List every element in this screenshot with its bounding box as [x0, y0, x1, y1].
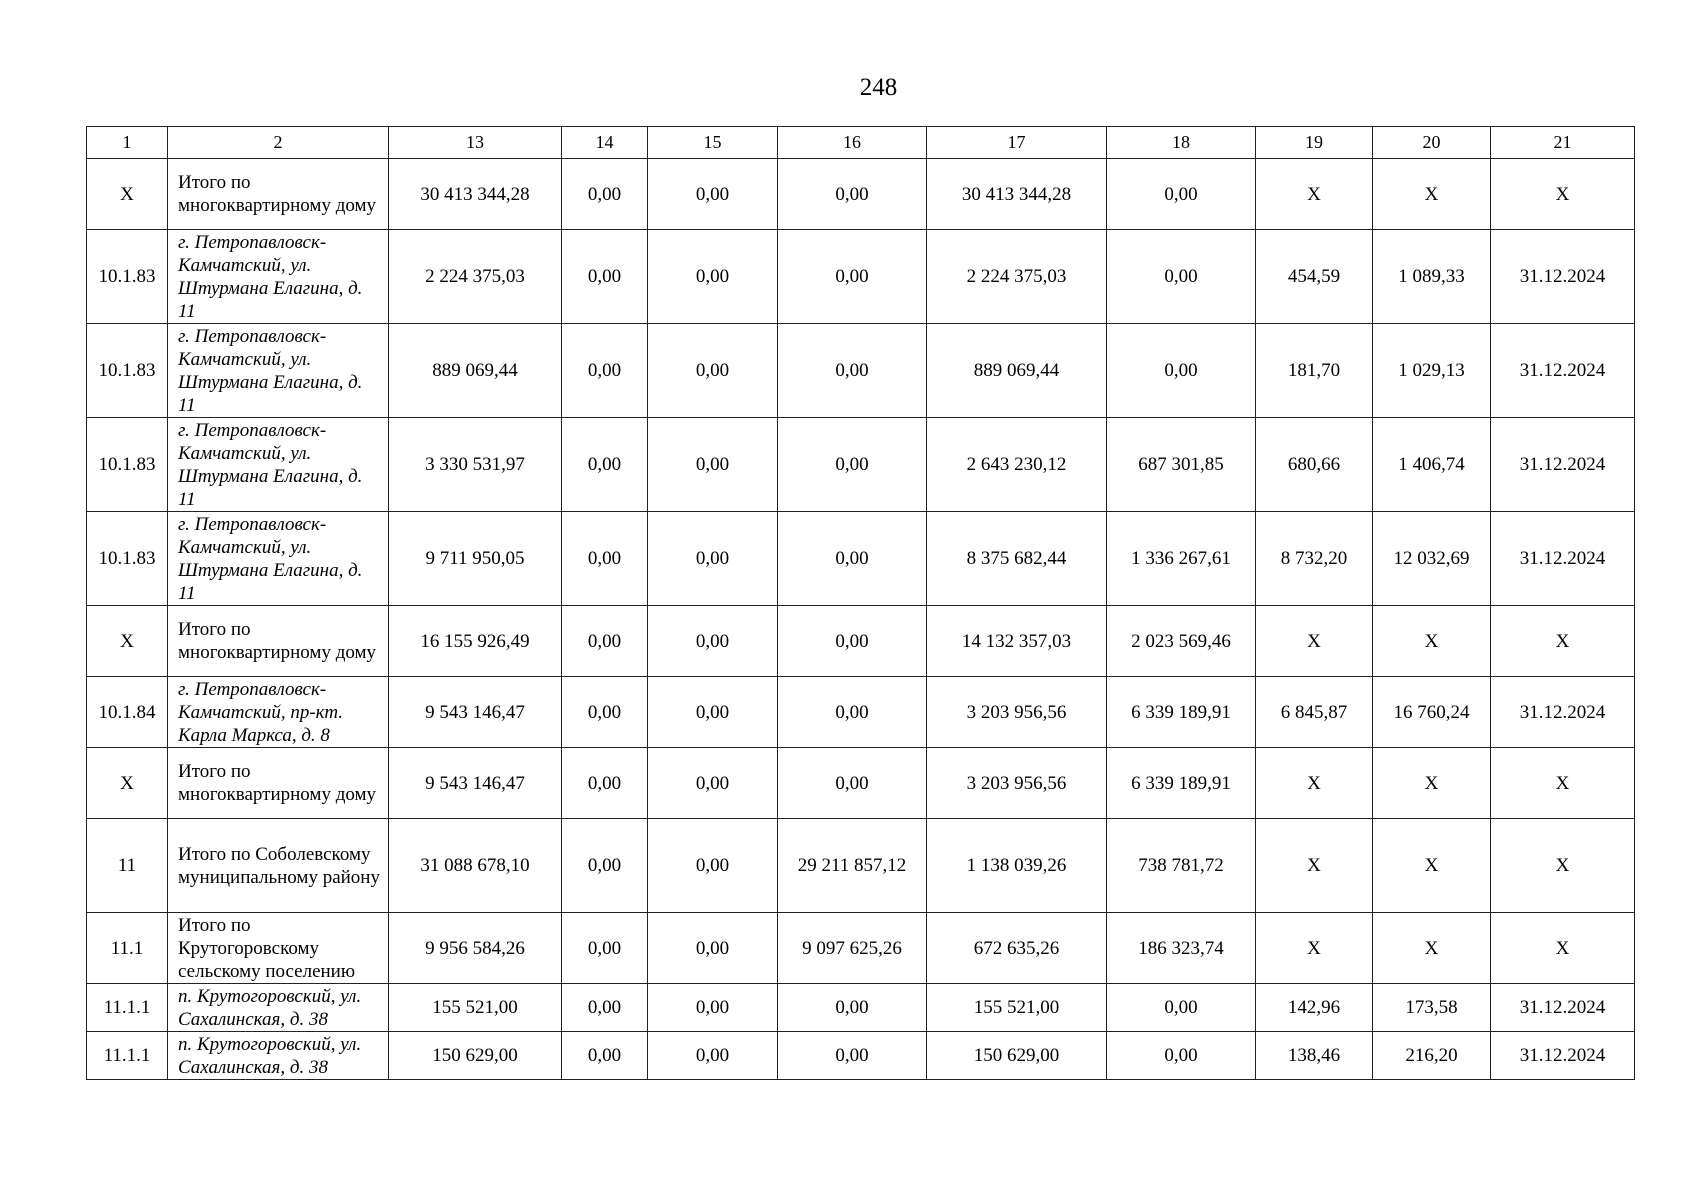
value-cell: 0,00	[778, 1032, 927, 1080]
value-cell: 142,96	[1256, 984, 1373, 1032]
value-cell: 0,00	[778, 677, 927, 748]
value-cell: 0,00	[562, 1032, 648, 1080]
value-cell: 14 132 357,03	[927, 606, 1107, 677]
column-header: 16	[778, 127, 927, 159]
table-row	[87, 324, 1635, 418]
value-cell: 6 339 189,91	[1107, 748, 1256, 819]
header-row	[87, 127, 1635, 159]
column-header: 14	[562, 127, 648, 159]
column-header: 13	[389, 127, 562, 159]
value-cell: 0,00	[562, 324, 648, 418]
value-cell: 31 088 678,10	[389, 819, 562, 913]
value-cell: X	[1256, 159, 1373, 230]
value-cell: 155 521,00	[927, 984, 1107, 1032]
value-cell: 0,00	[778, 230, 927, 324]
value-cell: 0,00	[562, 984, 648, 1032]
value-cell: 6 339 189,91	[1107, 677, 1256, 748]
row-number-cell: 10.1.83	[87, 230, 168, 324]
value-cell: X	[1373, 606, 1491, 677]
value-cell: 8 732,20	[1256, 512, 1373, 606]
value-cell: 12 032,69	[1373, 512, 1491, 606]
value-cell: 0,00	[562, 748, 648, 819]
row-number-cell: 11.1.1	[87, 984, 168, 1032]
table-row	[87, 230, 1635, 324]
value-cell: 1 089,33	[1373, 230, 1491, 324]
value-cell: 0,00	[778, 984, 927, 1032]
value-cell: 0,00	[1107, 984, 1256, 1032]
row-number-cell: X	[87, 159, 168, 230]
date-cell: X	[1491, 159, 1635, 230]
value-cell: 0,00	[648, 819, 778, 913]
address-cell: п. Крутогоровский, ул. Сахалинская, д. 38	[168, 1032, 389, 1080]
value-cell: X	[1256, 748, 1373, 819]
value-cell: 0,00	[562, 512, 648, 606]
value-cell: 0,00	[648, 159, 778, 230]
total-row	[87, 819, 1635, 913]
value-cell: 0,00	[778, 159, 927, 230]
value-cell: 0,00	[562, 913, 648, 984]
address-cell: г. Петропавловск-Камчатский, ул. Штурмана Елагина, д. 11	[168, 418, 389, 512]
value-cell: 16 155 926,49	[389, 606, 562, 677]
row-number-cell: 11.1.1	[87, 1032, 168, 1080]
value-cell: X	[1256, 606, 1373, 677]
value-cell: 9 711 950,05	[389, 512, 562, 606]
total-row	[87, 159, 1635, 230]
value-cell: 30 413 344,28	[389, 159, 562, 230]
value-cell: X	[1373, 748, 1491, 819]
value-cell: 0,00	[648, 677, 778, 748]
value-cell: 687 301,85	[1107, 418, 1256, 512]
value-cell: 9 543 146,47	[389, 748, 562, 819]
value-cell: 3 203 956,56	[927, 677, 1107, 748]
value-cell: 2 643 230,12	[927, 418, 1107, 512]
date-cell: X	[1491, 819, 1635, 913]
value-cell: 1 138 039,26	[927, 819, 1107, 913]
address-cell: г. Петропавловск-Камчатский, пр-кт. Карла Маркса, д. 8	[168, 677, 389, 748]
value-cell: 9 543 146,47	[389, 677, 562, 748]
address-cell: Итого по Крутогоровскому сельскому поселению	[168, 913, 389, 984]
value-cell: 454,59	[1256, 230, 1373, 324]
value-cell: 672 635,26	[927, 913, 1107, 984]
value-cell: 0,00	[648, 913, 778, 984]
column-header: 20	[1373, 127, 1491, 159]
value-cell: 9 956 584,26	[389, 913, 562, 984]
total-row	[87, 606, 1635, 677]
date-cell: X	[1491, 748, 1635, 819]
column-header: 15	[648, 127, 778, 159]
date-cell: 31.12.2024	[1491, 984, 1635, 1032]
date-cell: 31.12.2024	[1491, 230, 1635, 324]
value-cell: 8 375 682,44	[927, 512, 1107, 606]
table-row	[87, 677, 1635, 748]
date-cell: X	[1491, 606, 1635, 677]
address-cell: Итого по многоквартирному дому	[168, 748, 389, 819]
table-row	[87, 418, 1635, 512]
date-cell: X	[1491, 913, 1635, 984]
address-cell: г. Петропавловск-Камчатский, ул. Штурмана Елагина, д. 11	[168, 512, 389, 606]
value-cell: 0,00	[562, 159, 648, 230]
column-header: 18	[1107, 127, 1256, 159]
value-cell: 16 760,24	[1373, 677, 1491, 748]
value-cell: 0,00	[562, 606, 648, 677]
value-cell: X	[1373, 819, 1491, 913]
value-cell: 155 521,00	[389, 984, 562, 1032]
row-number-cell: 10.1.84	[87, 677, 168, 748]
row-number-cell: 11	[87, 819, 168, 913]
column-header: 19	[1256, 127, 1373, 159]
value-cell: 30 413 344,28	[927, 159, 1107, 230]
value-cell: 2 224 375,03	[389, 230, 562, 324]
address-cell: Итого по многоквартирному дому	[168, 159, 389, 230]
value-cell: 0,00	[778, 418, 927, 512]
table-body	[87, 127, 1635, 1080]
date-cell: 31.12.2024	[1491, 512, 1635, 606]
value-cell: 0,00	[1107, 230, 1256, 324]
date-cell: 31.12.2024	[1491, 324, 1635, 418]
value-cell: 0,00	[648, 324, 778, 418]
value-cell: 0,00	[648, 984, 778, 1032]
row-number-cell: X	[87, 748, 168, 819]
value-cell: 0,00	[562, 677, 648, 748]
value-cell: 3 203 956,56	[927, 748, 1107, 819]
value-cell: 0,00	[648, 748, 778, 819]
value-cell: 2 224 375,03	[927, 230, 1107, 324]
value-cell: 1 029,13	[1373, 324, 1491, 418]
value-cell: 3 330 531,97	[389, 418, 562, 512]
value-cell: 1 336 267,61	[1107, 512, 1256, 606]
table-row	[87, 512, 1635, 606]
value-cell: 138,46	[1256, 1032, 1373, 1080]
address-cell: Итого по многоквартирному дому	[168, 606, 389, 677]
address-cell: Итого по Соболевскому муниципальному району	[168, 819, 389, 913]
value-cell: 680,66	[1256, 418, 1373, 512]
value-cell: 0,00	[648, 512, 778, 606]
value-cell: 0,00	[778, 512, 927, 606]
value-cell: 173,58	[1373, 984, 1491, 1032]
value-cell: 0,00	[1107, 324, 1256, 418]
value-cell: 2 023 569,46	[1107, 606, 1256, 677]
column-header: 17	[927, 127, 1107, 159]
value-cell: 0,00	[1107, 159, 1256, 230]
value-cell: X	[1373, 913, 1491, 984]
total-row	[87, 748, 1635, 819]
value-cell: 181,70	[1256, 324, 1373, 418]
value-cell: 150 629,00	[389, 1032, 562, 1080]
value-cell: 889 069,44	[927, 324, 1107, 418]
value-cell: 9 097 625,26	[778, 913, 927, 984]
column-header: 2	[168, 127, 389, 159]
table-row	[87, 1032, 1635, 1080]
total-row	[87, 913, 1635, 984]
value-cell: 150 629,00	[927, 1032, 1107, 1080]
value-cell: 6 845,87	[1256, 677, 1373, 748]
page-number: 248	[859, 74, 898, 101]
value-cell: 216,20	[1373, 1032, 1491, 1080]
value-cell: 186 323,74	[1107, 913, 1256, 984]
value-cell: X	[1373, 159, 1491, 230]
address-cell: г. Петропавловск-Камчатский, ул. Штурмана Елагина, д. 11	[168, 324, 389, 418]
value-cell: 0,00	[778, 748, 927, 819]
value-cell: 0,00	[562, 819, 648, 913]
value-cell: 738 781,72	[1107, 819, 1256, 913]
value-cell: 889 069,44	[389, 324, 562, 418]
value-cell: 0,00	[648, 1032, 778, 1080]
value-cell: 0,00	[778, 324, 927, 418]
value-cell: 0,00	[562, 230, 648, 324]
row-number-cell: 10.1.83	[87, 512, 168, 606]
address-cell: г. Петропавловск-Камчатский, ул. Штурмана Елагина, д. 11	[168, 230, 389, 324]
column-header: 1	[87, 127, 168, 159]
value-cell: 29 211 857,12	[778, 819, 927, 913]
row-number-cell: 10.1.83	[87, 418, 168, 512]
date-cell: 31.12.2024	[1491, 418, 1635, 512]
value-cell: 0,00	[648, 418, 778, 512]
data-table	[86, 126, 1635, 1080]
value-cell: 0,00	[1107, 1032, 1256, 1080]
date-cell: 31.12.2024	[1491, 1032, 1635, 1080]
value-cell: 0,00	[562, 418, 648, 512]
value-cell: 0,00	[648, 606, 778, 677]
row-number-cell: 10.1.83	[87, 324, 168, 418]
row-number-cell: 11.1	[87, 913, 168, 984]
date-cell: 31.12.2024	[1491, 677, 1635, 748]
address-cell: п. Крутогоровский, ул. Сахалинская, д. 38	[168, 984, 389, 1032]
value-cell: 0,00	[778, 606, 927, 677]
value-cell: X	[1256, 819, 1373, 913]
row-number-cell: X	[87, 606, 168, 677]
column-header: 21	[1491, 127, 1635, 159]
value-cell: X	[1256, 913, 1373, 984]
value-cell: 1 406,74	[1373, 418, 1491, 512]
value-cell: 0,00	[648, 230, 778, 324]
table-row	[87, 984, 1635, 1032]
